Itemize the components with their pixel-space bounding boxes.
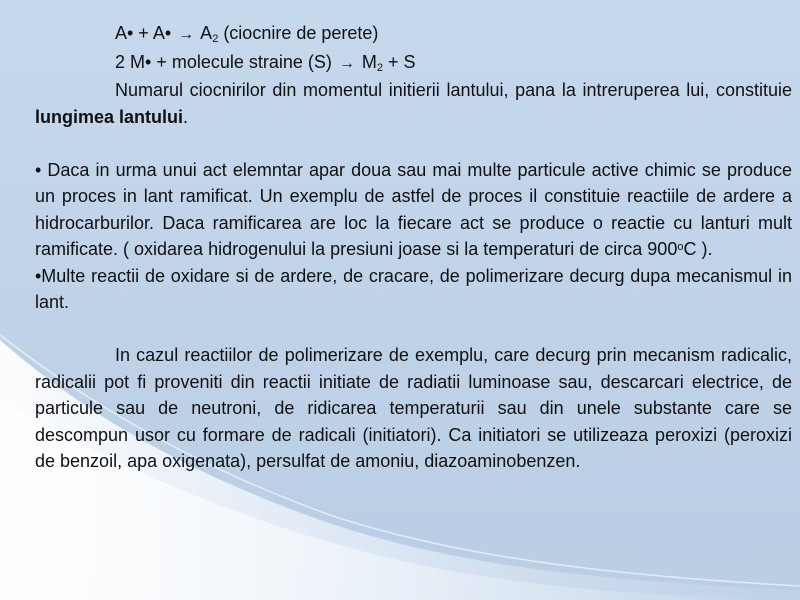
degree-superscript: o [677,241,684,253]
chain-length-term: lungimea lantului [35,106,184,127]
bullet2-text: •Multe reactii de oxidare si de ardere, de cracare, de polimerizare decurg dupa mecanismul in lant. [35,265,792,312]
oxidation-bullet [35,263,792,316]
eq2-suffix: + S [383,51,416,72]
chain-length-end: . [183,106,189,127]
eq1-reactants: A• + A• [115,23,172,43]
slide-content [35,20,792,475]
spacer [35,130,792,157]
equation-foreign-molecules [35,49,792,78]
chain-length-paragraph [35,77,792,130]
eq1-product: A [200,23,213,43]
eq2-product-subscript: 2 [376,61,384,74]
spacer [35,316,792,343]
eq2-product: M [361,51,377,72]
eq1-arrow-icon: → [178,26,195,43]
bullet1-text: • Daca in urma unui act elemntar apar doua sau mai multe particule active chimic se produce un proces in lant ramificat. Un exemplu de astfel de proces il constituie reactiile de ardere a hidrocarburilor. Daca ramificarea are loc la fiecare act se produce o reactie cu lanturi mult ramificate. ( oxidarea hidrogenului la presiuni joase si la temperaturi de circa 900 [35,159,792,259]
chain-length-text: Numarul ciocnirilor din momentul initierii lantului, pana la intreruperea lui, constituie [115,80,792,100]
polymerization-text: In cazul reactiilor de polimerizare de exemplu, care decurg prin mecanism radicalic, radicalii pot fi proveniti din reactii initiate de radiatii luminoase sau, descarcari electrice, de particule sau de neutroni, de ridicarea temperaturii sau din unele substante care se descompun usor cu formare de radicali (initiatori). Ca initiatori se utilizeaza peroxizi (peroxizi de benzoil, apa oxigenata), persulfat de amoniu, diazoaminobenzen. [35,345,792,471]
eq2-arrow-icon: → [338,54,355,72]
polymerization-paragraph [35,342,792,475]
bullet1-end: C ). [683,239,713,259]
equation-wall-collision [35,20,792,49]
eq2-reactants: 2 M• + molecule straine (S) [115,51,332,72]
eq1-product-subscript: 2 [212,33,219,45]
eq1-note: (ciocnire de perete) [218,23,379,43]
branched-chain-bullet [35,157,792,263]
